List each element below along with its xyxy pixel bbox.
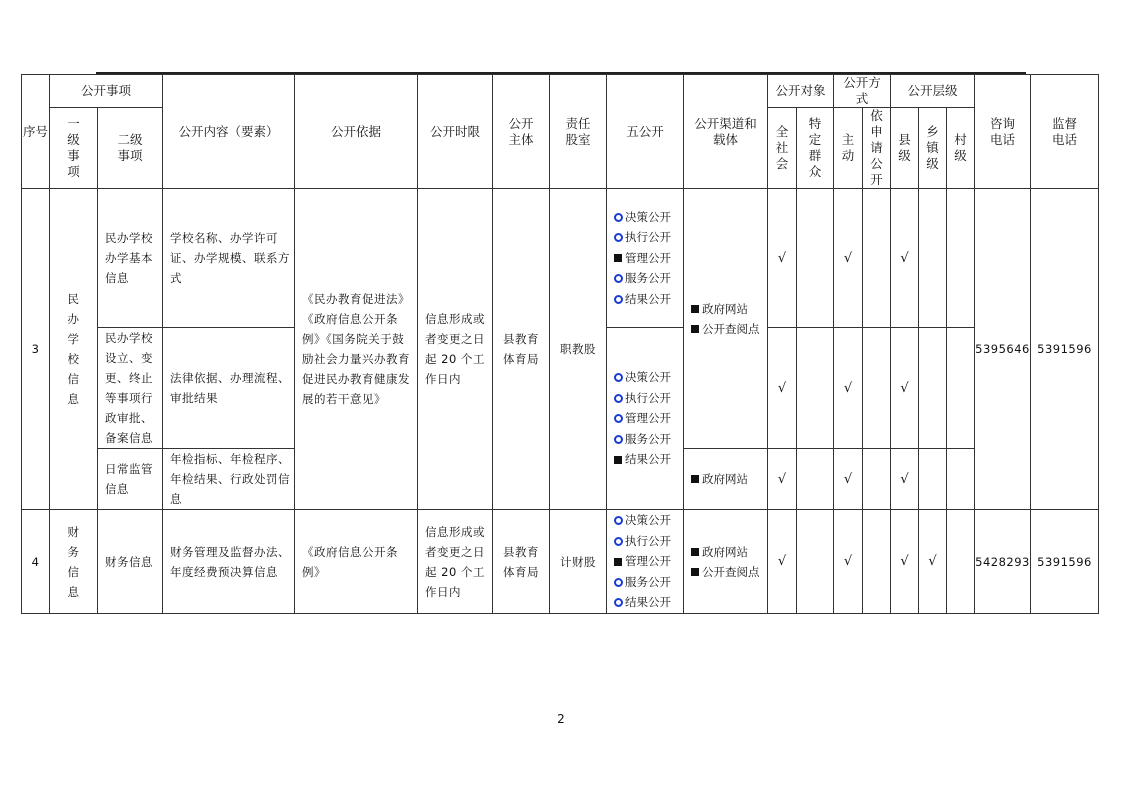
filled-square-icon	[614, 456, 622, 464]
row3-supervise-phone: 5391596	[1031, 189, 1099, 510]
row4-consult-phone: 5428293	[975, 510, 1031, 614]
row4-channel	[684, 510, 768, 614]
row4-supervise-phone: 5391596	[1031, 510, 1099, 614]
table-row	[22, 510, 1099, 614]
five-item: 服务公开	[614, 429, 683, 450]
hollow-circle-icon	[614, 435, 623, 444]
five-item: 管理公开	[614, 551, 683, 572]
row3-sub1-mode-active: √	[834, 189, 863, 328]
row3-sub3-level-county: √	[891, 449, 919, 510]
five-item: 管理公开	[614, 408, 683, 429]
row3-sub1-mode-apply	[863, 189, 891, 328]
hollow-circle-icon	[614, 373, 623, 382]
header-subject: 公开主体	[493, 75, 550, 189]
channel-item: 政府网站	[691, 469, 763, 489]
five-item: 结果公开	[614, 449, 683, 470]
channel-item: 公开查阅点	[691, 319, 763, 339]
header-mode-apply: 依申请公开	[863, 108, 891, 189]
hollow-circle-icon	[614, 233, 623, 242]
row3-seq: 3	[22, 189, 50, 510]
hollow-circle-icon	[614, 598, 623, 607]
row3-sub1-level-town	[919, 189, 947, 328]
row3-sub2-level-county: √	[891, 328, 919, 449]
hollow-circle-icon	[614, 414, 623, 423]
filled-square-icon	[691, 325, 699, 333]
filled-square-icon	[691, 475, 699, 483]
row4-five	[607, 510, 684, 614]
row3-subject: 县教育体育局	[493, 189, 550, 510]
header-consult-phone: 咨询电话	[975, 75, 1031, 189]
header-level-group: 公开层级	[891, 75, 975, 108]
row3-sub2-content: 法律依据、办理流程、审批结果	[163, 328, 295, 449]
header-mode-active: 主动	[834, 108, 863, 189]
row3-sub3-mode-apply	[863, 449, 891, 510]
five-list	[607, 367, 683, 470]
five-item: 执行公开	[614, 227, 683, 248]
five-list	[607, 207, 683, 310]
row3-channel-b	[684, 449, 768, 510]
filled-square-icon	[691, 305, 699, 313]
filled-square-icon	[614, 558, 622, 566]
row3-sub3-mode-active: √	[834, 449, 863, 510]
channel-item: 公开查阅点	[691, 562, 763, 582]
header-seq: 序号	[22, 75, 50, 189]
row3-level1: 民办学校信息	[50, 189, 98, 510]
row3-sub2-mode-apply	[863, 328, 891, 449]
row4-mode-apply	[863, 510, 891, 614]
hollow-circle-icon	[614, 213, 623, 222]
filled-square-icon	[691, 548, 699, 556]
five-item: 管理公开	[614, 248, 683, 269]
row3-dept: 职教股	[550, 189, 607, 510]
row3-consult-phone: 5395646	[975, 189, 1031, 510]
row3-sub1-level-village	[947, 189, 975, 328]
row3-time-limit: 信息形成或者变更之日起 20 个工作日内	[418, 189, 493, 510]
row3-five-b	[607, 328, 684, 510]
row4-basis: 《政府信息公开条例》	[295, 510, 418, 614]
header-item-group: 公开事项	[50, 75, 163, 108]
row3-five-a	[607, 189, 684, 328]
table-row	[22, 189, 1099, 328]
filled-square-icon	[691, 568, 699, 576]
row4-level1: 财务信息	[50, 510, 98, 614]
row3-sub3-level-town	[919, 449, 947, 510]
row3-sub2-target-all: √	[768, 328, 797, 449]
row4-content: 财务管理及监督办法、年度经费预决算信息	[163, 510, 295, 614]
header-level-town: 乡镇级	[919, 108, 947, 189]
row3-sub3-level2: 日常监管信息	[98, 449, 163, 510]
five-item: 决策公开	[614, 367, 683, 388]
header-target-group: 公开对象	[768, 75, 834, 108]
row4-seq: 4	[22, 510, 50, 614]
row3-basis: 《民办教育促进法》《政府信息公开条例》《国务院关于鼓励社会力量兴办教育促进民办教育健康发展的若干意见》	[295, 189, 418, 510]
five-list	[607, 510, 683, 613]
hollow-circle-icon	[614, 516, 623, 525]
header-time-limit: 公开时限	[418, 75, 493, 189]
row3-sub1-level-county: √	[891, 189, 919, 328]
header-target-specific: 特定群众	[797, 108, 834, 189]
header-level2: 二级事项	[98, 108, 163, 189]
row3-sub1-target-specific	[797, 189, 834, 328]
five-item: 执行公开	[614, 388, 683, 409]
row4-level-county: √	[891, 510, 919, 614]
channel-item: 政府网站	[691, 542, 763, 562]
row3-sub2-level-town	[919, 328, 947, 449]
five-item: 决策公开	[614, 207, 683, 228]
row3-sub3-content: 年检指标、年检程序、年检结果、行政处罚信息	[163, 449, 295, 510]
header-level1: 一级事项	[50, 108, 98, 189]
five-item: 服务公开	[614, 572, 683, 593]
hollow-circle-icon	[614, 295, 623, 304]
row3-sub3-target-specific	[797, 449, 834, 510]
five-item: 执行公开	[614, 531, 683, 552]
row4-target-specific	[797, 510, 834, 614]
header-target-all: 全社会	[768, 108, 797, 189]
row3-sub2-level2: 民办学校设立、变更、终止等事项行政审批、备案信息	[98, 328, 163, 449]
row3-sub3-level-village	[947, 449, 975, 510]
hollow-circle-icon	[614, 578, 623, 587]
channel-item: 政府网站	[691, 299, 763, 319]
hollow-circle-icon	[614, 274, 623, 283]
hollow-circle-icon	[614, 394, 623, 403]
row3-sub1-content: 学校名称、办学许可证、办学规模、联系方式	[163, 189, 295, 328]
header-mode-group: 公开方式	[834, 75, 891, 108]
row4-subject: 县教育体育局	[493, 510, 550, 614]
five-item: 服务公开	[614, 268, 683, 289]
header-level-village: 村级	[947, 108, 975, 189]
row3-sub3-target-all: √	[768, 449, 797, 510]
header-five: 五公开	[607, 75, 684, 189]
hollow-circle-icon	[614, 537, 623, 546]
header-basis: 公开依据	[295, 75, 418, 189]
five-item: 结果公开	[614, 289, 683, 310]
row3-channel-a	[684, 189, 768, 449]
header-level-county: 县级	[891, 108, 919, 189]
row3-sub2-mode-active: √	[834, 328, 863, 449]
row4-dept: 计财股	[550, 510, 607, 614]
row4-level-town: √	[919, 510, 947, 614]
filled-square-icon	[614, 254, 622, 262]
row4-level2: 财务信息	[98, 510, 163, 614]
header-content: 公开内容（要素）	[163, 75, 295, 189]
row3-sub1-level2: 民办学校办学基本信息	[98, 189, 163, 328]
five-item: 结果公开	[614, 592, 683, 613]
five-item: 决策公开	[614, 510, 683, 531]
header-supervise-phone: 监督电话	[1031, 75, 1099, 189]
page-number: 2	[557, 712, 565, 726]
row3-sub1-target-all: √	[768, 189, 797, 328]
row4-target-all: √	[768, 510, 797, 614]
row4-level-village	[947, 510, 975, 614]
row3-sub2-target-specific	[797, 328, 834, 449]
header-dept: 责任股室	[550, 75, 607, 189]
row4-mode-active: √	[834, 510, 863, 614]
row4-time-limit: 信息形成或者变更之日起 20 个工作日内	[418, 510, 493, 614]
row3-sub2-level-village	[947, 328, 975, 449]
header-channel: 公开渠道和载体	[684, 75, 768, 189]
disclosure-table	[21, 74, 1099, 614]
